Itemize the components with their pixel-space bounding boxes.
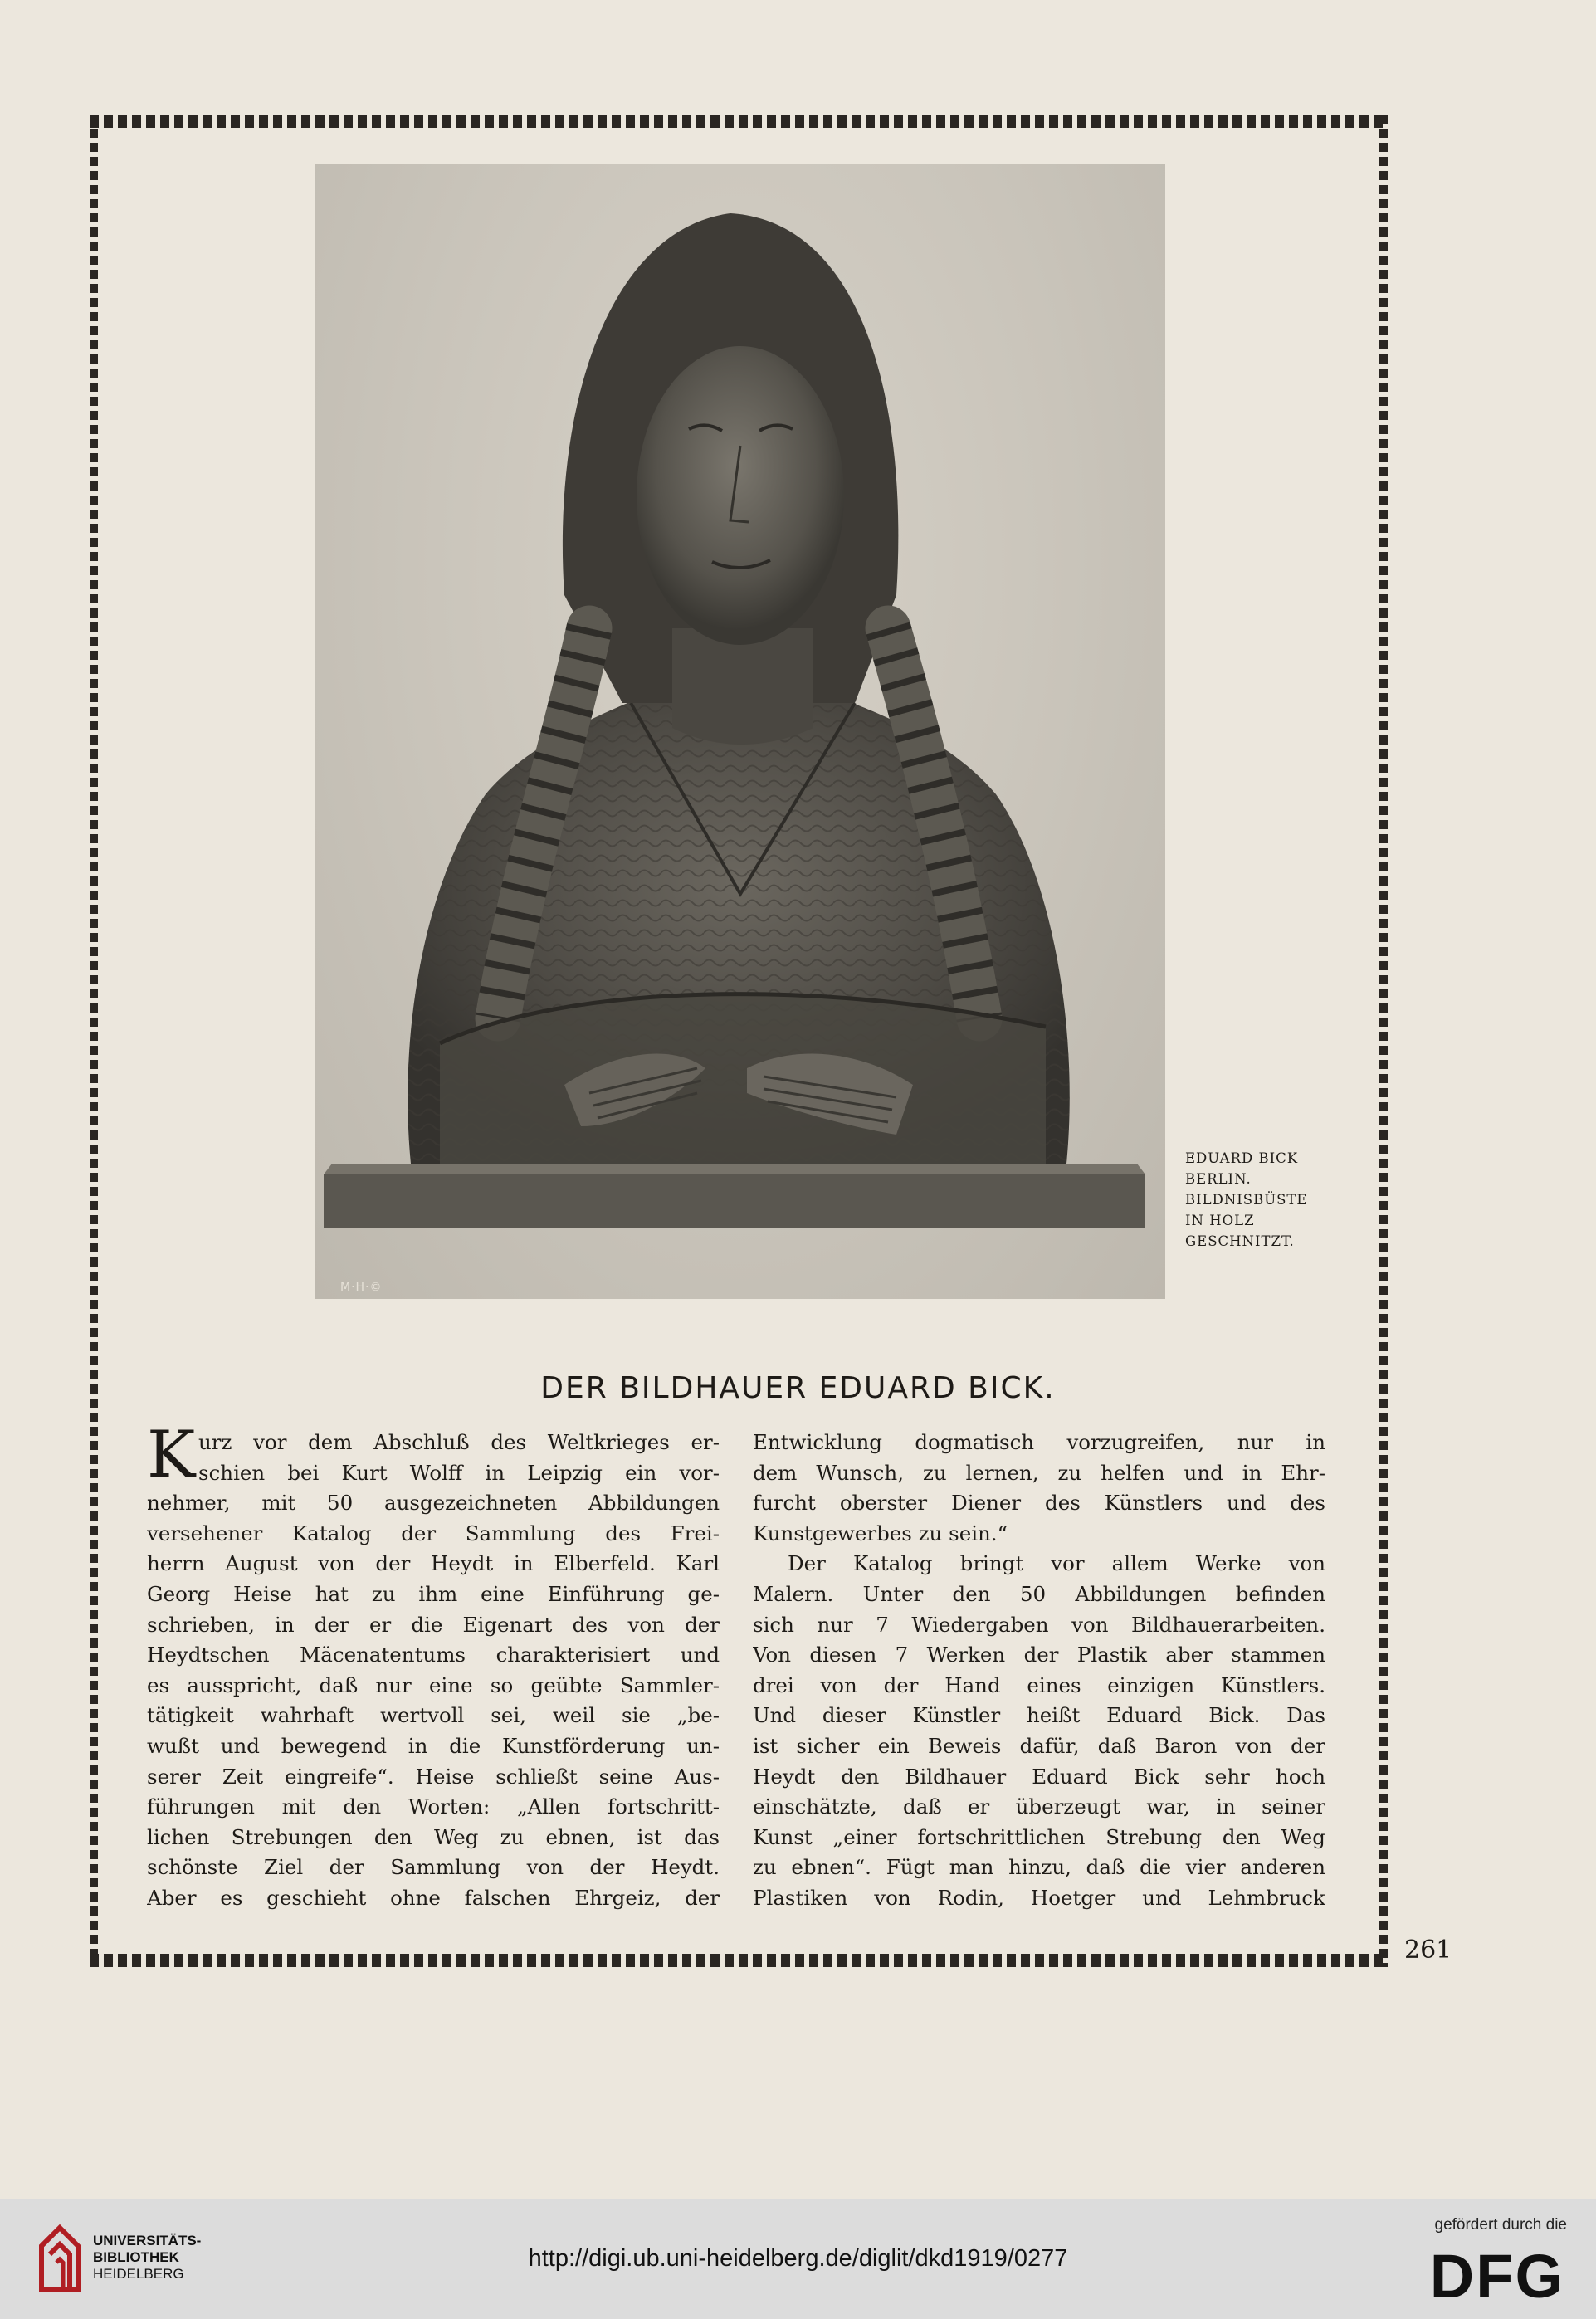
caption-line: GESCHNITZT.	[1185, 1233, 1295, 1249]
text-line: ist sicher ein Beweis dafür, daß Baron von der	[753, 1733, 1325, 1758]
text-column-left	[147, 1428, 720, 1914]
drop-cap: K	[147, 1418, 196, 1492]
article-title: DER BILDHAUER EDUARD BICK.	[540, 1371, 1056, 1405]
text-line: Kunst „einer fortschrittlichen Strebung den Weg	[753, 1824, 1325, 1849]
text-line: urz vor dem Abschluß des Weltkrieges er-	[198, 1430, 720, 1454]
viewer-footer	[0, 2199, 1596, 2319]
sculpture-photograph	[315, 164, 1165, 1299]
text-line: zu ebnen“. Fügt man hinzu, daß die vier anderen	[753, 1855, 1325, 1880]
text-line: Plastiken von Rodin, Hoetger und Lehmbruck	[753, 1885, 1325, 1910]
library-line: UNIVERSITÄTS-	[93, 2233, 202, 2248]
photo-signature: M·H·©	[340, 1281, 383, 1294]
border-top	[90, 115, 1388, 128]
text-line: dem Wunsch, zu lernen, zu helfen und in Ehr-	[753, 1460, 1325, 1485]
dfg-logo[interactable]: DFG	[1429, 2242, 1564, 2311]
text-line: es ausspricht, daß nur eine so geübte Sammler-	[147, 1672, 720, 1697]
text-line: einschätzte, daß er überzeugt war, in seiner	[753, 1794, 1325, 1819]
text-line: schrieben, in der er die Eigenart des von der	[147, 1612, 720, 1637]
caption-line: BILDNISBÜSTE	[1185, 1192, 1308, 1208]
text-line: serer Zeit eingreife“. Heise schließt seine Aus-	[147, 1764, 720, 1789]
text-line: Und dieser Künstler heißt Eduard Bick. Das	[753, 1703, 1325, 1728]
text-line: schönste Ziel der Sammlung von der Heydt.	[147, 1855, 720, 1880]
text-column-right	[753, 1428, 1325, 1914]
text-line: Heydtschen Mäcenatentums charakterisiert und	[147, 1643, 720, 1667]
bust-illustration	[315, 164, 1165, 1299]
border-right	[1379, 115, 1388, 1967]
text-line: Der Katalog bringt vor allem Werke von	[788, 1551, 1325, 1576]
border-left	[90, 115, 98, 1967]
library-line: BIBLIOTHEK	[93, 2249, 179, 2265]
text-line: versehener Katalog der Sammlung des Frei-	[147, 1521, 720, 1545]
text-line: Von diesen 7 Werken der Plastik aber stammen	[753, 1643, 1325, 1667]
text-line: furcht oberster Diener des Künstlers und des	[753, 1491, 1325, 1516]
caption-line: EDUARD BICK	[1185, 1150, 1299, 1166]
photo-caption	[1185, 1148, 1351, 1252]
page-number: 261	[1404, 1936, 1452, 1965]
border-bottom	[90, 1954, 1388, 1967]
text-line: wußt und bewegend in die Kunstförderung un-	[147, 1733, 720, 1758]
caption-line: IN HOLZ	[1185, 1213, 1255, 1228]
text-line: Aber es geschieht ohne falschen Ehrgeiz, der	[147, 1885, 720, 1910]
text-line: Entwicklung dogmatisch vorzugreifen, nur in	[753, 1430, 1325, 1454]
library-line: HEIDELBERG	[93, 2266, 184, 2282]
text-line: tätigkeit wahrhaft wertvoll sei, weil sie „be-	[147, 1703, 720, 1728]
text-line: herrn August von der Heydt in Elberfeld. Karl	[147, 1551, 720, 1576]
funding-note: gefördert durch die	[1434, 2216, 1567, 2234]
text-line: Georg Heise hat zu ihm eine Einführung ge-	[147, 1581, 720, 1606]
text-line: nehmer, mit 50 ausgezeichneten Abbildungen	[147, 1491, 720, 1516]
text-line: schien bei Kurt Wolff in Leipzig ein vor-	[198, 1460, 720, 1485]
caption-line: BERLIN.	[1185, 1171, 1252, 1187]
text-line: Kunstgewerbes zu sein.“	[753, 1521, 1008, 1545]
text-line: führungen mit den Worten: „Allen fortschritt-	[147, 1794, 720, 1819]
text-line: lichen Strebungen den Weg zu ebnen, ist das	[147, 1824, 720, 1849]
text-line: Heydt den Bildhauer Eduard Bick sehr hoch	[753, 1764, 1325, 1789]
text-line: Malern. Unter den 50 Abbildungen befinden	[753, 1581, 1325, 1606]
text-line: sich nur 7 Wiedergaben von Bildhauerarbeiten.	[753, 1612, 1325, 1637]
text-line: drei von der Hand eines einzigen Künstlers.	[753, 1672, 1325, 1697]
document-url-link[interactable]: http://digi.ub.uni-heidelberg.de/diglit/dkd1919/0277	[528, 2245, 1068, 2272]
